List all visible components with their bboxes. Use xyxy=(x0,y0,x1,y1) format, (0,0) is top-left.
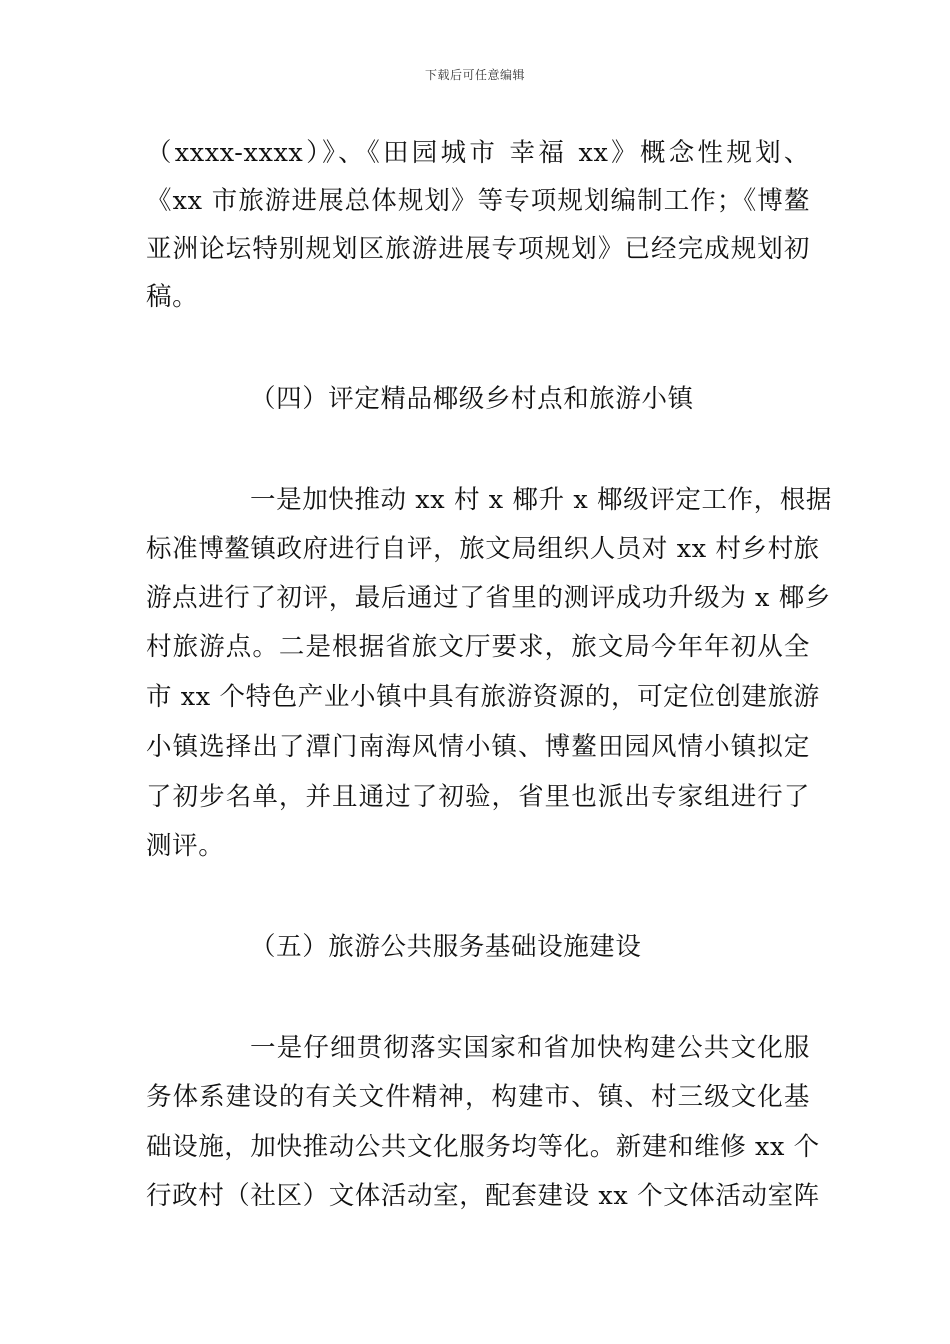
paragraph-line: 测评。 xyxy=(146,831,225,861)
paragraph-line: 小镇选择出了潭门南海风情小镇、博鳌田园风情小镇拟定 xyxy=(146,732,810,762)
paragraph-line: 了初步名单，并且通过了初验，省里也派出专家组进行了 xyxy=(146,782,810,812)
paragraph-line: 亚洲论坛特别规划区旅游进展专项规划》已经完成规划初 xyxy=(146,234,810,264)
paragraph-line: 务体系建设的有关文件精神，构建市、镇、村三级文化基 xyxy=(146,1082,810,1112)
section-heading: （五）旅游公共服务基础设施建设 xyxy=(250,932,642,962)
paragraph-line: 行政村（社区）文体活动室，配套建设 xx 个文体活动室阵 xyxy=(146,1181,820,1211)
paragraph-line: 一是加快推动 xx 村 x 椰升 x 椰级评定工作，根据 xyxy=(250,485,832,515)
paragraph-line: （xxxx-xxxx）》、《田园城市 幸福 xx》概念性规划、 xyxy=(146,138,810,168)
header-note: 下载后可任意编辑 xyxy=(424,68,525,82)
paragraph-line: 《xx 市旅游进展总体规划》等专项规划编制工作；《博鳌 xyxy=(146,186,810,216)
paragraph-line: 标准博鳌镇政府进行自评，旅文局组织人员对 xx 村乡村旅 xyxy=(146,534,820,564)
paragraph-line: 稿。 xyxy=(146,282,199,312)
paragraph-line: 游点进行了初评，最后通过了省里的测评成功升级为 x 椰乡 xyxy=(146,583,831,613)
paragraph-line: 一是仔细贯彻落实国家和省加快构建公共文化服 xyxy=(250,1033,810,1063)
paragraph-line: 础设施，加快推动公共文化服务均等化。新建和维修 xx 个 xyxy=(146,1132,820,1162)
section-heading: （四）评定精品椰级乡村点和旅游小镇 xyxy=(250,384,694,414)
paragraph-line: 村旅游点。二是根据省旅文厅要求，旅文局今年年初从全 xyxy=(146,632,810,662)
paragraph-line: 市 xx 个特色产业小镇中具有旅游资源的，可定位创建旅游 xyxy=(146,682,820,712)
